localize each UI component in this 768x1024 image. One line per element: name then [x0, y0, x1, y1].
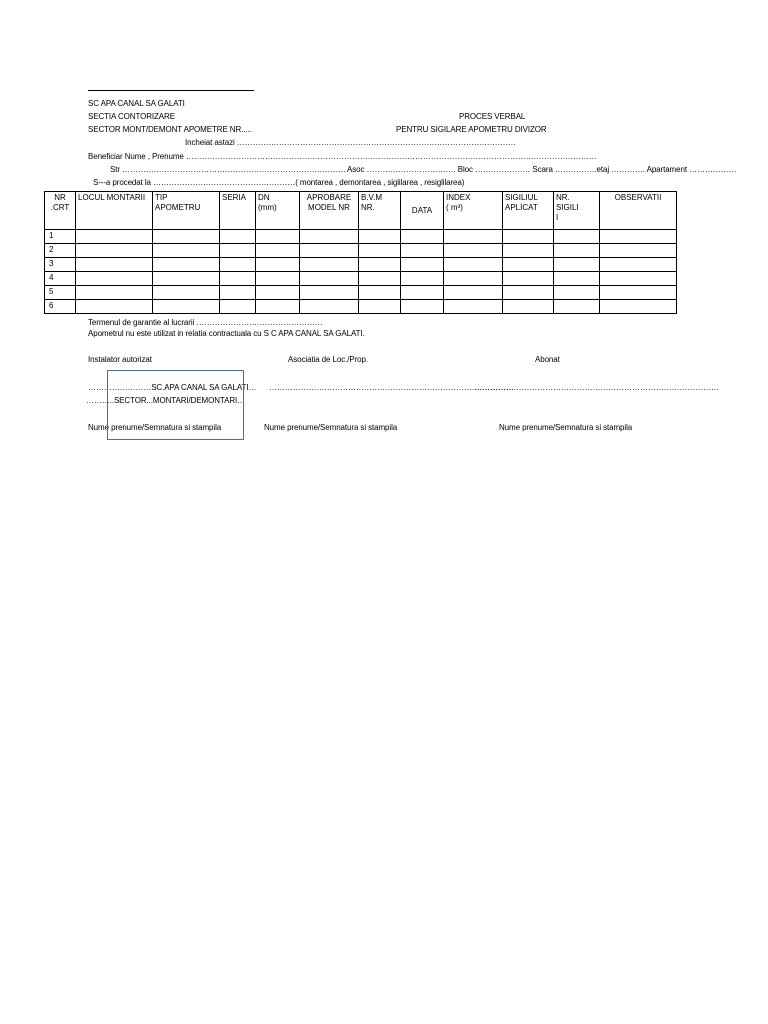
table-row: [45, 272, 677, 286]
association-sign-caption: Nume prenume/Semnatura si stampila: [264, 423, 398, 432]
top-rule: [88, 90, 254, 91]
installer-label: Instalator autorizat: [88, 355, 152, 364]
installer-sector-line: ………..SECTOR...MONTARI/DEMONTARI…: [86, 396, 246, 405]
procedure-field: S---a procedat la ………………………………………………( montarea , demontarea , siglilarea , resiglilarea): [93, 178, 465, 187]
stamp-box: [107, 370, 244, 440]
subscriber-label: Abonat: [535, 355, 560, 364]
address-field: Str …………………………………………………………………………. Asoc ……………………………. Bloc ………………… Scara …………….etaj …………. Apartament ………………: [110, 165, 737, 174]
table-row: [45, 244, 677, 258]
usage-note: Apometrul nu este utilizat in relatia contractuala cu S C APA CANAL SA GALATI.: [88, 329, 365, 338]
table-row: [45, 300, 677, 314]
header-data: DATA: [401, 192, 444, 230]
header-locul-montarii: LOCUL MONTARII: [76, 192, 153, 230]
subscriber-sign-caption: Nume prenume/Semnatura si stampila: [499, 423, 633, 432]
document-title: PROCES VERBAL: [459, 112, 526, 121]
warranty-text: Termenul de garantie al lucrarii …………………………………………: [88, 318, 323, 327]
company-name: SC APA CANAL SA GALATI: [88, 99, 185, 108]
installer-signature-line: ……………………SC.APA CANAL SA GALATI…: [88, 383, 257, 392]
header-dn: DN (mm): [256, 192, 300, 230]
subscriber-signature-line: …………………………………………………………………………………: [474, 383, 719, 392]
header-index: INDEX ( m³): [444, 192, 503, 230]
header-sigiliul-aplicat: SIGILIUL APLICAT: [503, 192, 554, 230]
header-nr-sigilii: NR. SIGILI I: [554, 192, 600, 230]
header-observatii: OBSERVATII: [600, 192, 677, 230]
association-signature-line: …………………………………………………………………………………: [269, 383, 514, 392]
header-aprobare-model: APROBARE MODEL NR: [300, 192, 359, 230]
header-bvm-nr: B.V.M NR.: [359, 192, 401, 230]
row-number: 1: [45, 230, 76, 244]
table-row: [45, 258, 677, 272]
row-number: 3: [45, 258, 76, 272]
row-number: 5: [45, 286, 76, 300]
table-row: [45, 286, 677, 300]
row-number: 6: [45, 300, 76, 314]
sector-name: SECTOR MONT/DEMONT APOMETRE NR.....: [88, 125, 252, 134]
installer-sign-caption: Nume prenume/Semnatura si stampila: [88, 423, 222, 432]
header-nr-crt: NR .CRT: [45, 192, 76, 230]
row-number: 4: [45, 272, 76, 286]
header-seria: SERIA: [220, 192, 256, 230]
association-label: Asociatia de Loc./Prop.: [288, 355, 368, 364]
document-subtitle: PENTRU SIGILARE APOMETRU DIVIZOR: [396, 125, 547, 134]
header-tip-apometru: TIP APOMETRU: [153, 192, 220, 230]
section-name: SECTIA CONTORIZARE: [88, 112, 175, 121]
row-number: 2: [45, 244, 76, 258]
table-row: [45, 230, 677, 244]
meter-table: [44, 191, 677, 314]
concluded-date: Incheiat astazi …………………………………………………………………………………………….: [185, 138, 516, 147]
beneficiary-field: Beneficiar Nume , Prenume …………………………………………………………………………………………………………………………………………: [88, 152, 597, 161]
